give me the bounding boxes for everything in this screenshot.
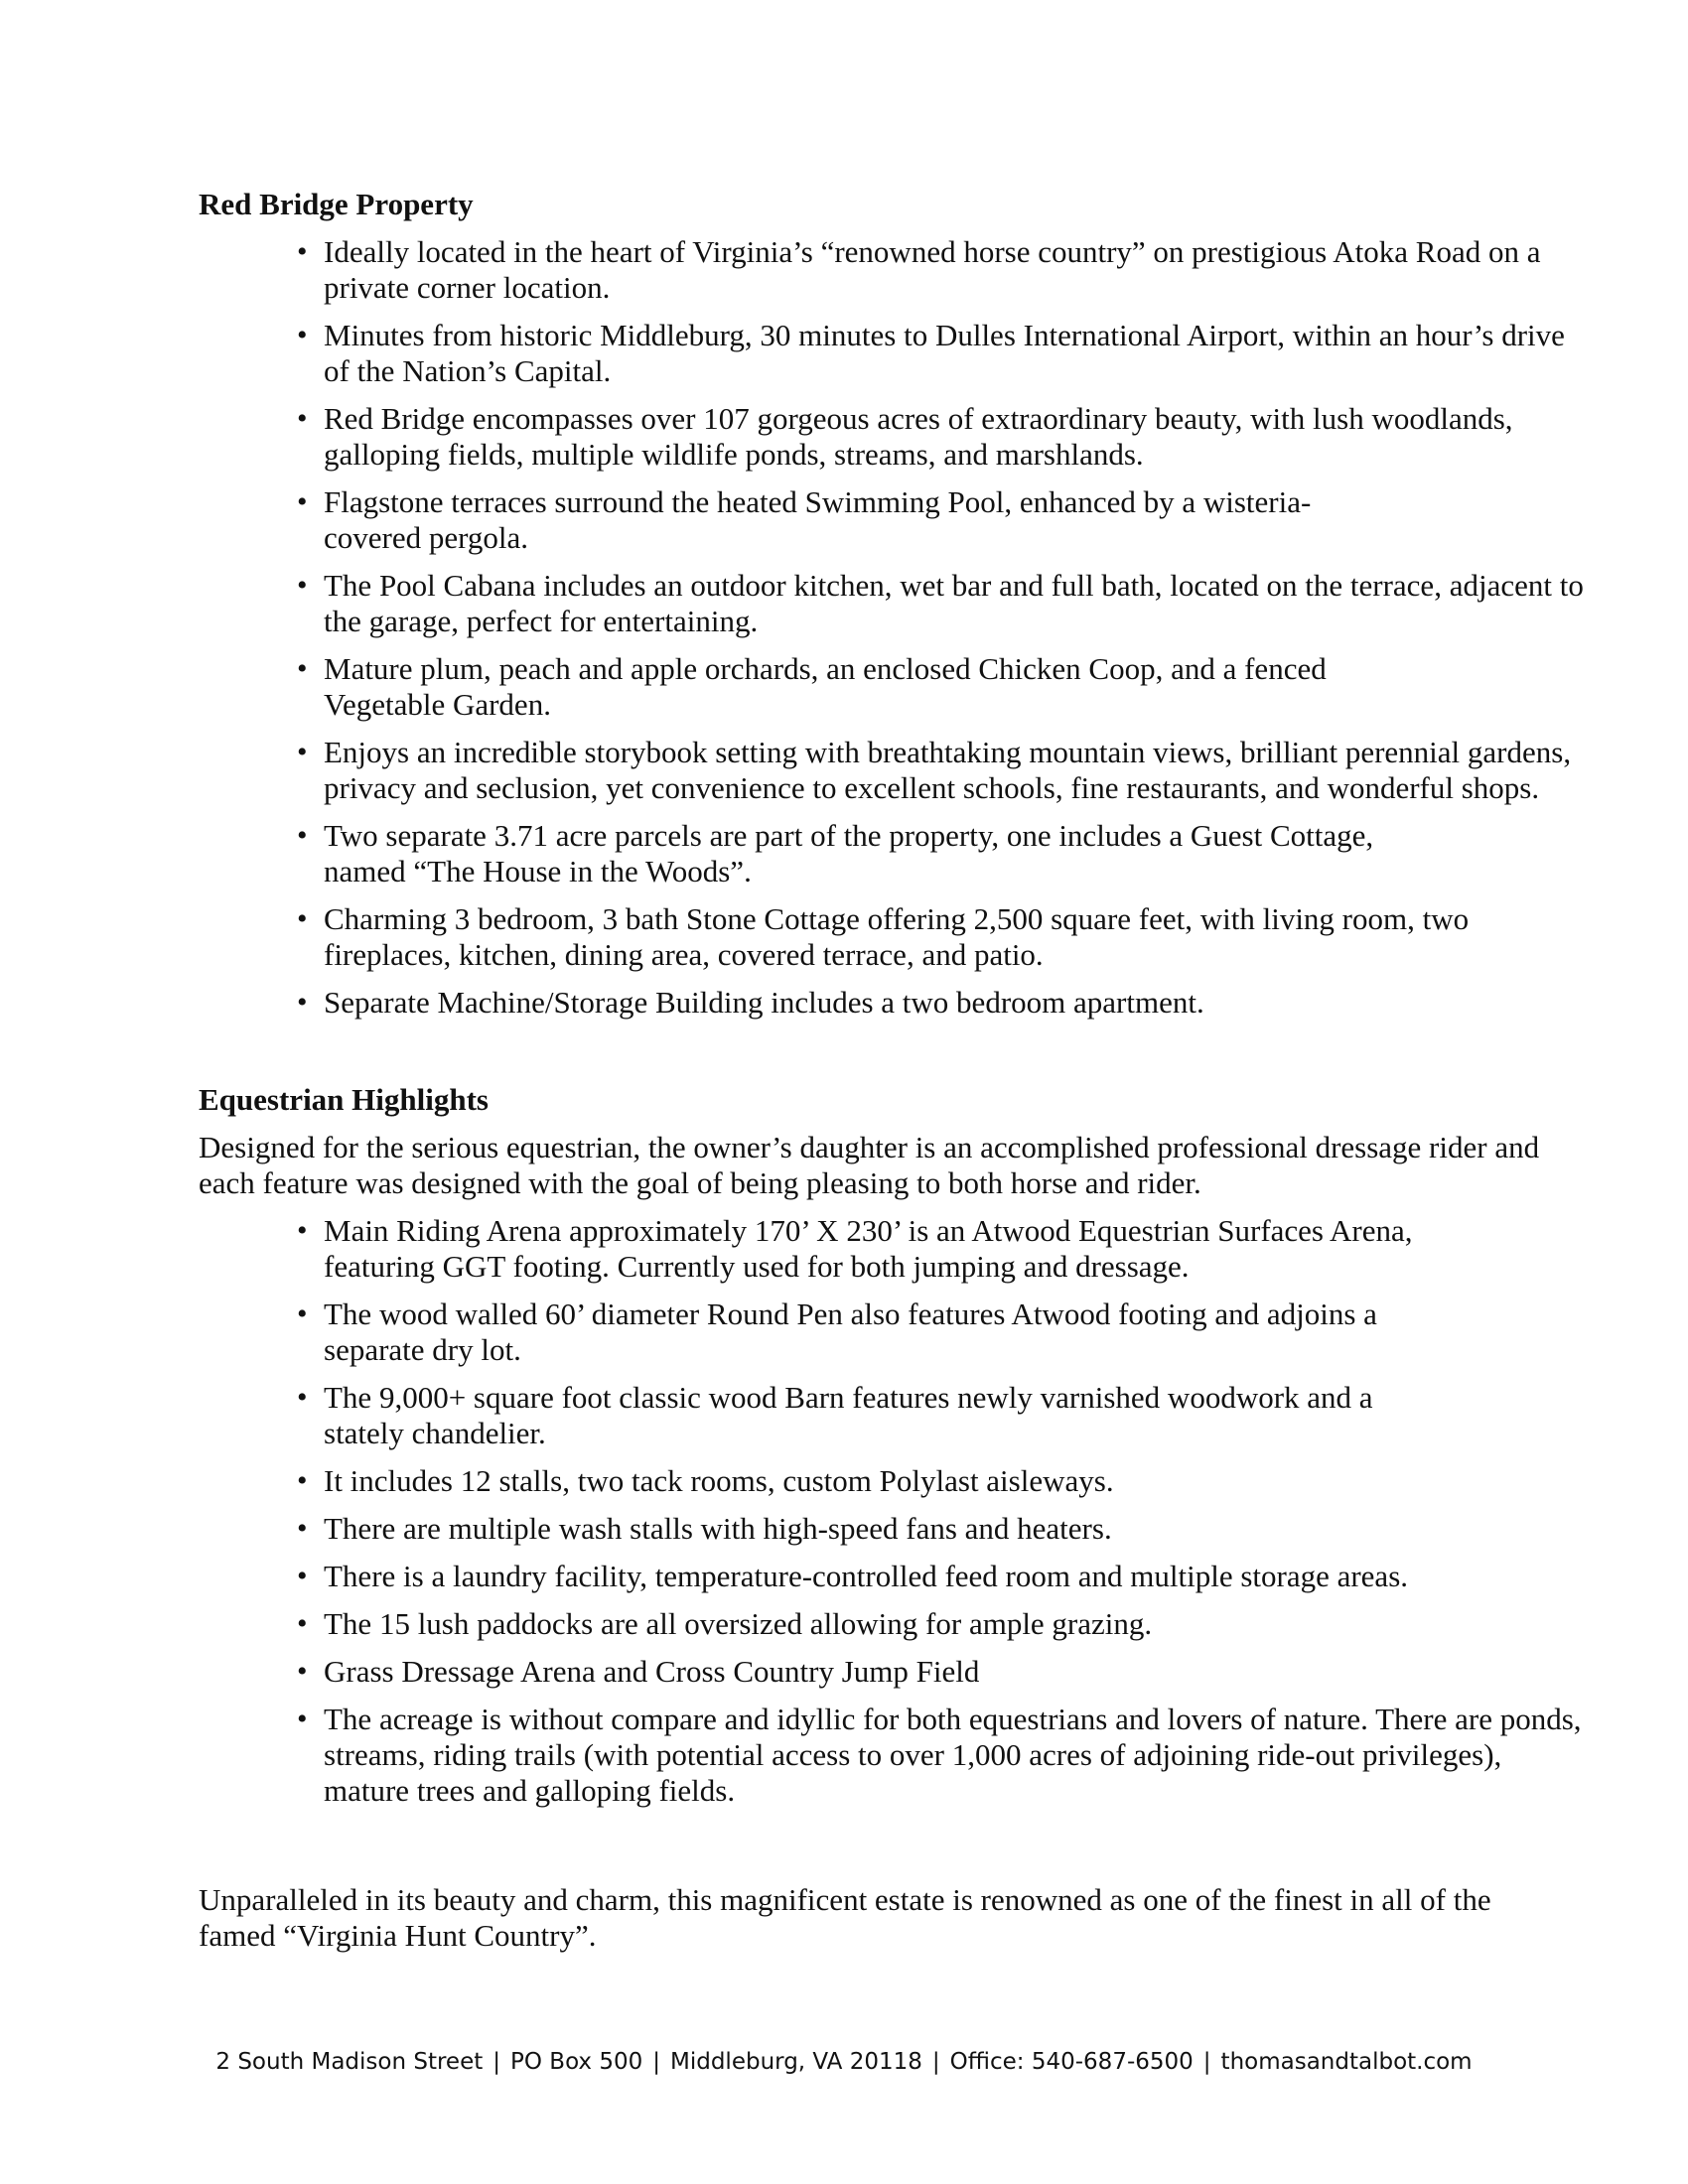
list-item: • Grass Dressage Arena and Cross Country Jump Field: [297, 1654, 980, 1689]
bullet-icon: •: [297, 1214, 308, 1247]
bullet-icon: •: [297, 819, 308, 852]
list-item: • Enjoys an incredible storybook setting with breathtaking mountain views, brilliant perennial gardens, privacy and seclusion, yet convenience to excellent schools, fine restaurants, and wonderful shops.: [297, 735, 1572, 805]
bullet-icon: •: [297, 652, 308, 685]
bullet-icon: •: [297, 402, 308, 435]
bullet-icon: •: [297, 1512, 308, 1545]
list-item: • There is a laundry facility, temperature-controlled feed room and multiple storage areas.: [297, 1559, 1409, 1593]
footer-separator: |: [492, 2049, 500, 2075]
bullet-icon: •: [297, 1607, 308, 1640]
bullet-icon: •: [297, 1703, 308, 1735]
bullet-icon: •: [297, 902, 308, 935]
footer-website: thomasandtalbot.com: [1220, 2049, 1473, 2075]
list-item: • The 9,000+ square foot classic wood Barn features newly varnished woodwork and a stately chandelier.: [297, 1380, 1373, 1450]
list-item: • The Pool Cabana includes an outdoor kitchen, wet bar and full bath, located on the terrace, adjacent to the garage, perfect for entertaining.: [297, 568, 1584, 638]
footer-separator: |: [931, 2049, 940, 2075]
bullet-icon: •: [297, 986, 308, 1019]
list-item: • Red Bridge encompasses over 107 gorgeous acres of extraordinary beauty, with lush woodlands, galloping fields, multiple wildlife ponds, streams, and marshlands.: [297, 401, 1513, 472]
list-item: • Separate Machine/Storage Building includes a two bedroom apartment.: [297, 985, 1204, 1020]
list-item: • Charming 3 bedroom, 3 bath Stone Cottage offering 2,500 square feet, with living room, two fireplaces, kitchen, dining area, covered terrace, and patio.: [297, 901, 1470, 972]
equestrian-bullet-list: [199, 1213, 1589, 1809]
footer-city: Middleburg, VA 20118: [670, 2049, 922, 2075]
footer-separator: |: [652, 2049, 660, 2075]
red-bridge-bullet-list: [199, 234, 1589, 1021]
section-spacer: [199, 1821, 1589, 1882]
list-item: • Flagstone terraces surround the heated Swimming Pool, enhanced by a wisteria-covered pergola.: [297, 484, 1312, 555]
footer-po-box: PO Box 500: [510, 2049, 643, 2075]
bullet-icon: •: [297, 1655, 308, 1688]
footer-separator: |: [1202, 2049, 1211, 2075]
section-heading-equestrian: Equestrian Highlights: [199, 1082, 489, 1117]
list-item: • Minutes from historic Middleburg, 30 minutes to Dulles International Airport, within an hour’s drive of the Nation’s Capital.: [297, 318, 1565, 388]
bullet-icon: •: [297, 1464, 308, 1497]
bullet-icon: •: [297, 736, 308, 768]
list-item: • The 15 lush paddocks are all oversized allowing for ample grazing.: [297, 1606, 1153, 1641]
bullet-icon: •: [297, 1560, 308, 1592]
document-body: [199, 187, 1589, 1954]
footer-office-phone: Office: 540-687-6500: [949, 2049, 1194, 2075]
list-item: • Two separate 3.71 acre parcels are part of the property, one includes a Guest Cottage, named “The House in the Woods”.: [297, 818, 1374, 888]
footer-address: 2 South Madison Street: [215, 2049, 484, 2075]
bullet-icon: •: [297, 485, 308, 518]
page-footer: [0, 2047, 1688, 2077]
bullet-icon: •: [297, 319, 308, 351]
bullet-icon: •: [297, 569, 308, 602]
closing-paragraph: Unparalleled in its beauty and charm, this magnificent estate is renowned as one of the finest in all of the famed “Virginia Hunt Country”.: [199, 1882, 1491, 1953]
section-spacer: [199, 1032, 1589, 1082]
equestrian-intro-paragraph: Designed for the serious equestrian, the owner’s daughter is an accomplished professional dressage rider and each feature was designed with the goal of being pleasing to both horse and rider.: [199, 1130, 1540, 1200]
list-item: • It includes 12 stalls, two tack rooms, custom Polylast aisleways.: [297, 1463, 1114, 1498]
list-item: • There are multiple wash stalls with high-speed fans and heaters.: [297, 1511, 1112, 1546]
section-heading-red-bridge: Red Bridge Property: [199, 187, 474, 221]
list-item: • Main Riding Arena approximately 170’ X 230’ is an Atwood Equestrian Surfaces Arena, featuring GGT footing. Currently used for both jumping and dressage.: [297, 1213, 1413, 1284]
list-item: • The acreage is without compare and idyllic for both equestrians and lovers of nature. There are ponds, streams, riding trails (with potential access to over 1,000 acres of adjoining ride-out privileges), mature trees and galloping fields.: [297, 1702, 1582, 1808]
bullet-icon: •: [297, 1381, 308, 1414]
list-item: • The wood walled 60’ diameter Round Pen also features Atwood footing and adjoins a separate dry lot.: [297, 1297, 1377, 1367]
list-item: • Ideally located in the heart of Virginia’s “renowned horse country” on prestigious Atoka Road on a private corner location.: [297, 234, 1541, 305]
list-item: • Mature plum, peach and apple orchards, an enclosed Chicken Coop, and a fenced Vegetable Garden.: [297, 651, 1327, 722]
bullet-icon: •: [297, 1297, 308, 1330]
bullet-icon: •: [297, 235, 308, 268]
